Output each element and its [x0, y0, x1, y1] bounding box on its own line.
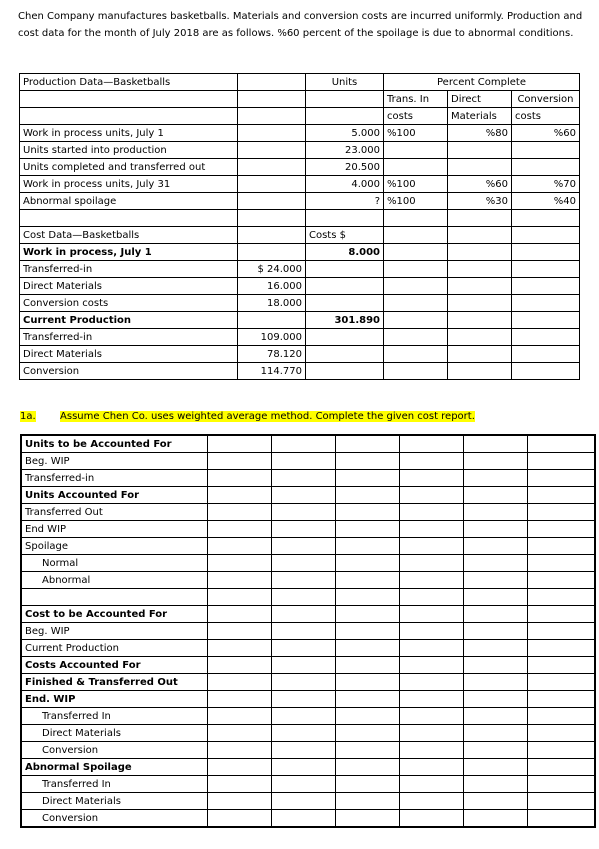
table-row: Work in process units, July 31 4.000 %100 %60 %70	[20, 176, 580, 193]
report-row	[21, 691, 595, 708]
report-cell[interactable]	[399, 657, 463, 674]
report-cell[interactable]	[527, 691, 595, 708]
report-row-label: Units Accounted For	[21, 487, 207, 504]
report-cell[interactable]	[207, 708, 271, 725]
report-cell[interactable]	[271, 657, 335, 674]
report-row-label: Transferred-in	[21, 470, 207, 487]
report-row	[21, 640, 595, 657]
table-row: Abnormal spoilage ? %100 %30 %40	[20, 193, 580, 210]
report-row-label: Conversion	[21, 810, 207, 828]
report-cell[interactable]	[399, 640, 463, 657]
report-cell[interactable]	[463, 470, 527, 487]
report-cell[interactable]	[335, 623, 399, 640]
report-cell[interactable]	[463, 708, 527, 725]
report-row	[21, 572, 595, 589]
report-cell[interactable]	[399, 725, 463, 742]
report-row-label: Abnormal Spoilage	[21, 759, 207, 776]
report-row-label: Costs Accounted For	[21, 657, 207, 674]
report-row	[21, 623, 595, 640]
report-cell[interactable]	[527, 810, 595, 828]
report-row	[21, 742, 595, 759]
materials-header: Materials	[448, 108, 512, 125]
report-row-label: Units to be Accounted For	[21, 435, 207, 453]
report-cell[interactable]	[463, 487, 527, 504]
report-cell[interactable]	[463, 742, 527, 759]
report-row-label: Beg. WIP	[21, 623, 207, 640]
report-cell[interactable]	[335, 435, 399, 453]
report-row-label: Abnormal	[21, 572, 207, 589]
report-cell[interactable]	[271, 521, 335, 538]
report-cell[interactable]	[207, 470, 271, 487]
report-cell[interactable]	[463, 589, 527, 606]
question-number: 1a.	[20, 411, 36, 422]
report-cell[interactable]	[271, 759, 335, 776]
report-cell[interactable]	[335, 487, 399, 504]
report-cell[interactable]	[207, 759, 271, 776]
table-row: Conversion costs 18.000	[20, 295, 580, 312]
report-cell[interactable]	[463, 572, 527, 589]
report-cell[interactable]	[207, 725, 271, 742]
report-cell[interactable]	[207, 623, 271, 640]
table-row: Direct Materials 78.120	[20, 346, 580, 363]
report-cell[interactable]	[271, 674, 335, 691]
subheader-row-2	[20, 108, 580, 125]
report-cell[interactable]	[463, 725, 527, 742]
table-row: Conversion 114.770	[20, 363, 580, 380]
report-row-label: Direct Materials	[21, 793, 207, 810]
report-row	[21, 435, 595, 453]
report-cell[interactable]	[463, 640, 527, 657]
report-cell[interactable]	[271, 742, 335, 759]
report-cell[interactable]	[335, 470, 399, 487]
report-row	[21, 521, 595, 538]
report-cell[interactable]	[271, 538, 335, 555]
report-cell[interactable]	[399, 538, 463, 555]
report-cell[interactable]	[335, 504, 399, 521]
report-row-label: End WIP	[21, 521, 207, 538]
report-cell[interactable]	[399, 810, 463, 828]
report-cell[interactable]	[527, 606, 595, 623]
report-cell[interactable]	[335, 589, 399, 606]
report-cell[interactable]	[335, 555, 399, 572]
report-cell[interactable]	[527, 487, 595, 504]
report-cell[interactable]	[207, 453, 271, 470]
cost-report-table	[20, 434, 596, 828]
report-cell[interactable]	[271, 623, 335, 640]
report-cell[interactable]	[271, 589, 335, 606]
report-cell[interactable]	[527, 589, 595, 606]
report-cell[interactable]	[399, 572, 463, 589]
report-cell[interactable]	[463, 504, 527, 521]
report-cell[interactable]	[399, 742, 463, 759]
report-cell[interactable]	[399, 759, 463, 776]
report-row	[21, 555, 595, 572]
report-cell[interactable]	[207, 589, 271, 606]
table-row: Transferred-in 109.000	[20, 329, 580, 346]
report-cell[interactable]	[271, 470, 335, 487]
report-cell[interactable]	[207, 674, 271, 691]
report-cell[interactable]	[527, 640, 595, 657]
report-row-label: Direct Materials	[21, 725, 207, 742]
report-cell[interactable]	[527, 521, 595, 538]
report-cell[interactable]	[399, 453, 463, 470]
report-cell[interactable]	[399, 793, 463, 810]
report-cell[interactable]	[271, 776, 335, 793]
cost-header-row	[20, 227, 580, 244]
report-cell[interactable]	[335, 606, 399, 623]
report-cell[interactable]	[207, 435, 271, 453]
report-cell[interactable]	[399, 776, 463, 793]
report-cell[interactable]	[527, 453, 595, 470]
cost-data-title: Cost Data—Basketballs	[20, 227, 238, 244]
report-cell[interactable]	[527, 725, 595, 742]
report-row	[21, 606, 595, 623]
report-cell[interactable]	[335, 657, 399, 674]
report-cell[interactable]	[335, 521, 399, 538]
table-row: Direct Materials 16.000	[20, 278, 580, 295]
report-cell[interactable]	[463, 793, 527, 810]
report-row-label: Transferred In	[21, 708, 207, 725]
report-cell[interactable]	[399, 708, 463, 725]
report-cell[interactable]	[335, 640, 399, 657]
report-cell[interactable]	[207, 810, 271, 828]
report-cell[interactable]	[463, 776, 527, 793]
report-cell[interactable]	[399, 691, 463, 708]
report-cell[interactable]	[463, 538, 527, 555]
report-row	[21, 589, 595, 606]
report-cell[interactable]	[463, 555, 527, 572]
report-cell[interactable]	[463, 810, 527, 828]
report-row	[21, 453, 595, 470]
report-row-label: Conversion	[21, 742, 207, 759]
report-cell[interactable]	[207, 504, 271, 521]
report-cell[interactable]	[271, 691, 335, 708]
report-cell[interactable]	[207, 657, 271, 674]
table-row: Work in process, July 1 8.000	[20, 244, 580, 261]
report-cell[interactable]	[335, 810, 399, 828]
report-cell[interactable]	[527, 435, 595, 453]
report-cell[interactable]	[335, 674, 399, 691]
report-cell[interactable]	[399, 470, 463, 487]
report-cell[interactable]	[527, 742, 595, 759]
units-header: Units	[306, 74, 384, 91]
report-row	[21, 674, 595, 691]
report-cell[interactable]	[399, 674, 463, 691]
report-row	[21, 538, 595, 555]
report-cell[interactable]	[271, 572, 335, 589]
percent-complete-header: Percent Complete	[384, 74, 580, 91]
report-cell[interactable]	[207, 691, 271, 708]
report-cell[interactable]	[463, 435, 527, 453]
report-row-label: Finished & Transferred Out	[21, 674, 207, 691]
report-cell[interactable]	[399, 435, 463, 453]
report-cell[interactable]	[463, 691, 527, 708]
question-line	[20, 409, 475, 425]
report-cell[interactable]	[399, 487, 463, 504]
report-cell[interactable]	[527, 657, 595, 674]
report-cell[interactable]	[271, 504, 335, 521]
report-cell[interactable]	[335, 708, 399, 725]
report-row	[21, 708, 595, 725]
report-cell[interactable]	[335, 793, 399, 810]
report-row	[21, 504, 595, 521]
report-row-label: Normal	[21, 555, 207, 572]
report-row-label: Cost to be Accounted For	[21, 606, 207, 623]
report-row-label: Spoilage	[21, 538, 207, 555]
report-cell[interactable]	[271, 453, 335, 470]
report-cell[interactable]	[271, 555, 335, 572]
report-cell[interactable]	[271, 640, 335, 657]
report-row	[21, 793, 595, 810]
report-row	[21, 776, 595, 793]
report-cell[interactable]	[399, 589, 463, 606]
report-cell[interactable]	[271, 487, 335, 504]
report-cell[interactable]	[207, 487, 271, 504]
table-row: Units started into production 23.000	[20, 142, 580, 159]
report-cell[interactable]	[527, 759, 595, 776]
report-row	[21, 470, 595, 487]
report-cell[interactable]	[207, 742, 271, 759]
report-cell[interactable]	[335, 742, 399, 759]
report-cell[interactable]	[207, 640, 271, 657]
problem-intro: Chen Company manufactures basketballs. Materials and conversion costs are incurred uniformly. Production and cost data for the month of July 2018 are as follows. %60 percent of the spoilage is due to abnormal conditions.	[18, 11, 583, 39]
report-cell[interactable]	[527, 538, 595, 555]
report-cell[interactable]	[527, 793, 595, 810]
report-cell[interactable]	[399, 606, 463, 623]
report-cell[interactable]	[271, 793, 335, 810]
trans-in-header: Trans. In	[384, 91, 448, 108]
report-cell[interactable]	[335, 538, 399, 555]
report-row	[21, 725, 595, 742]
report-cell[interactable]	[463, 623, 527, 640]
report-cell[interactable]	[335, 691, 399, 708]
report-cell[interactable]	[463, 453, 527, 470]
report-cell[interactable]	[463, 657, 527, 674]
report-row	[21, 810, 595, 828]
conversion-costs-header: costs	[512, 108, 580, 125]
report-row	[21, 759, 595, 776]
table-row: Transferred-in $ 24.000	[20, 261, 580, 278]
table-row: Work in process units, July 1 5.000 %100 %80 %60	[20, 125, 580, 142]
report-row-label: Transferred Out	[21, 504, 207, 521]
report-cell[interactable]	[207, 572, 271, 589]
report-cell[interactable]	[335, 453, 399, 470]
report-cell[interactable]	[335, 759, 399, 776]
report-cell[interactable]	[463, 759, 527, 776]
report-cell[interactable]	[271, 810, 335, 828]
report-row-label	[21, 589, 207, 606]
report-cell[interactable]	[207, 606, 271, 623]
report-cell[interactable]	[463, 674, 527, 691]
report-cell[interactable]	[527, 776, 595, 793]
report-cell[interactable]	[527, 572, 595, 589]
trans-in-costs-header: costs	[384, 108, 448, 125]
report-row-label: Transferred In	[21, 776, 207, 793]
spacer-row	[20, 210, 580, 227]
report-cell[interactable]	[207, 521, 271, 538]
report-cell[interactable]	[271, 606, 335, 623]
report-cell[interactable]	[527, 470, 595, 487]
report-cell[interactable]	[207, 776, 271, 793]
report-cell[interactable]	[463, 521, 527, 538]
report-cell[interactable]	[207, 555, 271, 572]
report-cell[interactable]	[335, 572, 399, 589]
report-cell[interactable]	[271, 435, 335, 453]
table-row: Current Production 301.890	[20, 312, 580, 329]
report-cell[interactable]	[271, 725, 335, 742]
report-cell[interactable]	[335, 725, 399, 742]
table-row: Units completed and transferred out 20.500	[20, 159, 580, 176]
report-cell[interactable]	[527, 504, 595, 521]
report-cell[interactable]	[207, 538, 271, 555]
report-row-label: End. WIP	[21, 691, 207, 708]
report-cell[interactable]	[527, 708, 595, 725]
report-cell[interactable]	[399, 521, 463, 538]
question-text: Assume Chen Co. uses weighted average method. Complete the given cost report.	[60, 411, 475, 422]
production-data-title: Production Data—Basketballs	[20, 74, 238, 91]
subheader-row-1	[20, 91, 580, 108]
report-cell[interactable]	[335, 776, 399, 793]
report-cell[interactable]	[399, 504, 463, 521]
direct-header: Direct	[448, 91, 512, 108]
report-cell[interactable]	[271, 708, 335, 725]
report-cell[interactable]	[527, 555, 595, 572]
report-row-label: Beg. WIP	[21, 453, 207, 470]
report-cell[interactable]	[463, 606, 527, 623]
report-row-label: Current Production	[21, 640, 207, 657]
report-row	[21, 487, 595, 504]
report-row	[21, 657, 595, 674]
report-cell[interactable]	[207, 793, 271, 810]
table-header-row	[20, 74, 580, 91]
conversion-header: Conversion	[512, 91, 580, 108]
costs-header: Costs $	[306, 227, 384, 244]
report-cell[interactable]	[527, 674, 595, 691]
report-cell[interactable]	[527, 623, 595, 640]
report-cell[interactable]	[399, 555, 463, 572]
report-cell[interactable]	[399, 623, 463, 640]
production-cost-data-table	[19, 73, 580, 380]
